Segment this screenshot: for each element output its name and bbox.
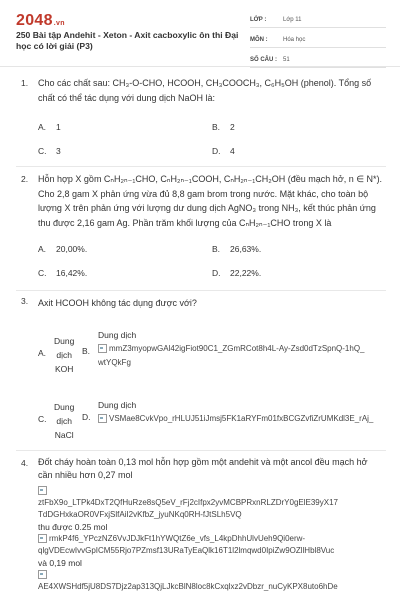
- option-a[interactable]: A. 20,00%.: [38, 244, 88, 254]
- divider: [16, 166, 386, 167]
- broken-image-text: TdDGHxkaOR0VFxjSlfAiI2vKfbZ_jyuNKq0RH-fJtSLh5VQ: [38, 510, 242, 519]
- broken-image-text: AE4XWSHdf5jU8DS7Djz2ap313QjLJkcBlN8loc8kCxqlxz2vDbzr_nuCyKPX8uto6hDe: [38, 582, 338, 591]
- question-text: Axit HCOOH không tác dụng được với?: [38, 298, 197, 308]
- option-c-label[interactable]: C.: [38, 414, 47, 424]
- question-2: [16, 174, 386, 294]
- question-4: [16, 458, 386, 600]
- broken-image-icon: [98, 344, 107, 353]
- question-text: Cho các chất sau: CH₃-O-CHO, HCOOH, CH₃COOCH₃, C₆H₅OH (phenol). Tổng số chất có thể tác dụng với dung dịch NaOH là:: [38, 78, 372, 103]
- broken-image-text: qlgVDEcwIvvGpICM55Rjo7PZmsf13URaTyEaQlk16T1l2lmqwd0IpiZw9OZllHbl8Vuc: [38, 546, 335, 555]
- document-title: 250 Bài tập Andehit - Xeton - Axit cacboxylic ôn thi Đại học có lời giải (P3): [16, 30, 239, 51]
- option-text: dịch: [56, 416, 72, 426]
- question-text: Đốt cháy hoàn toàn 0,13 mol hỗn hợp gồm một andehit và một ancol đều mạch hở cần nhiều hơn 0,27 mol: [38, 457, 368, 480]
- site-logo[interactable]: 2048.vn: [16, 12, 65, 29]
- broken-image: VSMae8CvkVpo_rHLUJ51iJmsj5FK1aRYFm01fxBCGZvfiZrUMKdl3E_rAj_: [98, 414, 386, 423]
- question-number: 4.: [21, 458, 29, 468]
- option-a[interactable]: A. 1: [38, 122, 61, 132]
- question-3: [16, 296, 386, 446]
- meta-row-subject: [250, 32, 386, 48]
- option-b[interactable]: B. 26,63%.: [212, 244, 262, 254]
- option-text: Dung: [54, 402, 75, 412]
- option-d[interactable]: D. 22,22%.: [212, 268, 262, 278]
- option-b-label[interactable]: B.: [82, 346, 91, 356]
- divider: [16, 290, 386, 291]
- meta-label: MÔN :: [250, 36, 268, 43]
- option-text: KOH: [54, 364, 74, 374]
- meta-value: 51: [283, 56, 290, 63]
- broken-image: [38, 570, 386, 579]
- meta-value: Hóa học: [283, 36, 306, 43]
- meta-row-class: [250, 12, 386, 28]
- document-header: [0, 0, 400, 67]
- broken-image: rmkP4f6_YPczNZ6VvJDJkFt1hYWQtZ6e_vfs_L4kpDhhUlvUeh9Qi0erw-: [38, 534, 386, 543]
- question-text: thu được 0.25 mol: [38, 522, 108, 532]
- option-text: dịch: [56, 350, 72, 360]
- question-1: [16, 78, 386, 168]
- option-text: Dung dịch: [98, 330, 137, 340]
- broken-image-icon: [38, 570, 47, 579]
- meta-row-count: [250, 52, 386, 68]
- question-text: và 0,19 mol: [38, 558, 82, 568]
- meta-label: SỐ CÂU :: [250, 56, 277, 63]
- broken-image-icon: [38, 534, 47, 543]
- meta-value: Lớp 11: [283, 16, 302, 23]
- question-text: Hỗn hợp X gồm CₙH₂ₙ₋₁CHO, CₙH₂ₙ₋₁COOH, CₙH₂ₙ₋₁CH₂OH (đều mạch hở, n ∈ N*). Cho 2,8 gam X phản ứng vừa đủ 8,8 gam brom trong nước. Mặt khác, cho toàn bộ lượng X trên phản ứng với lượng dư dung dịch AgNO₃ trong NH₃, kết thúc phản ứng thu được 2,16 gam Ag. Phần trăm khối lượng của CₙH₂ₙ₋₁CHO trong X là: [38, 174, 383, 228]
- broken-image: mmZ3myopwGAl42igFiot90C1_ZGmRCot8h4L-Ay-Zsd0dTzSpnQ-1hQ_: [98, 344, 386, 353]
- option-a[interactable]: [54, 334, 74, 376]
- option-b[interactable]: [98, 330, 136, 340]
- option-d-label[interactable]: D.: [82, 412, 91, 422]
- divider: [16, 450, 386, 451]
- broken-image: [38, 486, 386, 495]
- broken-image-text: ztFbX9o_LTPk4DxT2QfHuRze8sQ5eV_rFj2cIfpx2yvMCBPRxnRLZDrY0gElE39yX17: [38, 498, 338, 507]
- question-number: 3.: [21, 296, 29, 306]
- broken-image-icon: [38, 486, 47, 495]
- option-c[interactable]: C. 3: [38, 146, 61, 156]
- question-number: 2.: [21, 174, 29, 184]
- question-number: 1.: [21, 78, 29, 88]
- option-d[interactable]: [98, 400, 136, 410]
- option-text: NaCl: [54, 430, 74, 440]
- option-text: Dung: [54, 336, 75, 346]
- option-c[interactable]: [54, 400, 74, 442]
- meta-label: LỚP :: [250, 16, 267, 23]
- option-b[interactable]: B. 2: [212, 122, 235, 132]
- option-text: Dung dịch: [98, 400, 137, 410]
- option-a-label[interactable]: A.: [38, 348, 47, 358]
- broken-image-icon: [98, 414, 107, 423]
- option-c[interactable]: C. 16,42%.: [38, 268, 88, 278]
- option-d[interactable]: D. 4: [212, 146, 235, 156]
- broken-image-text: wtYQkFg: [98, 358, 131, 367]
- document-meta: [250, 12, 386, 72]
